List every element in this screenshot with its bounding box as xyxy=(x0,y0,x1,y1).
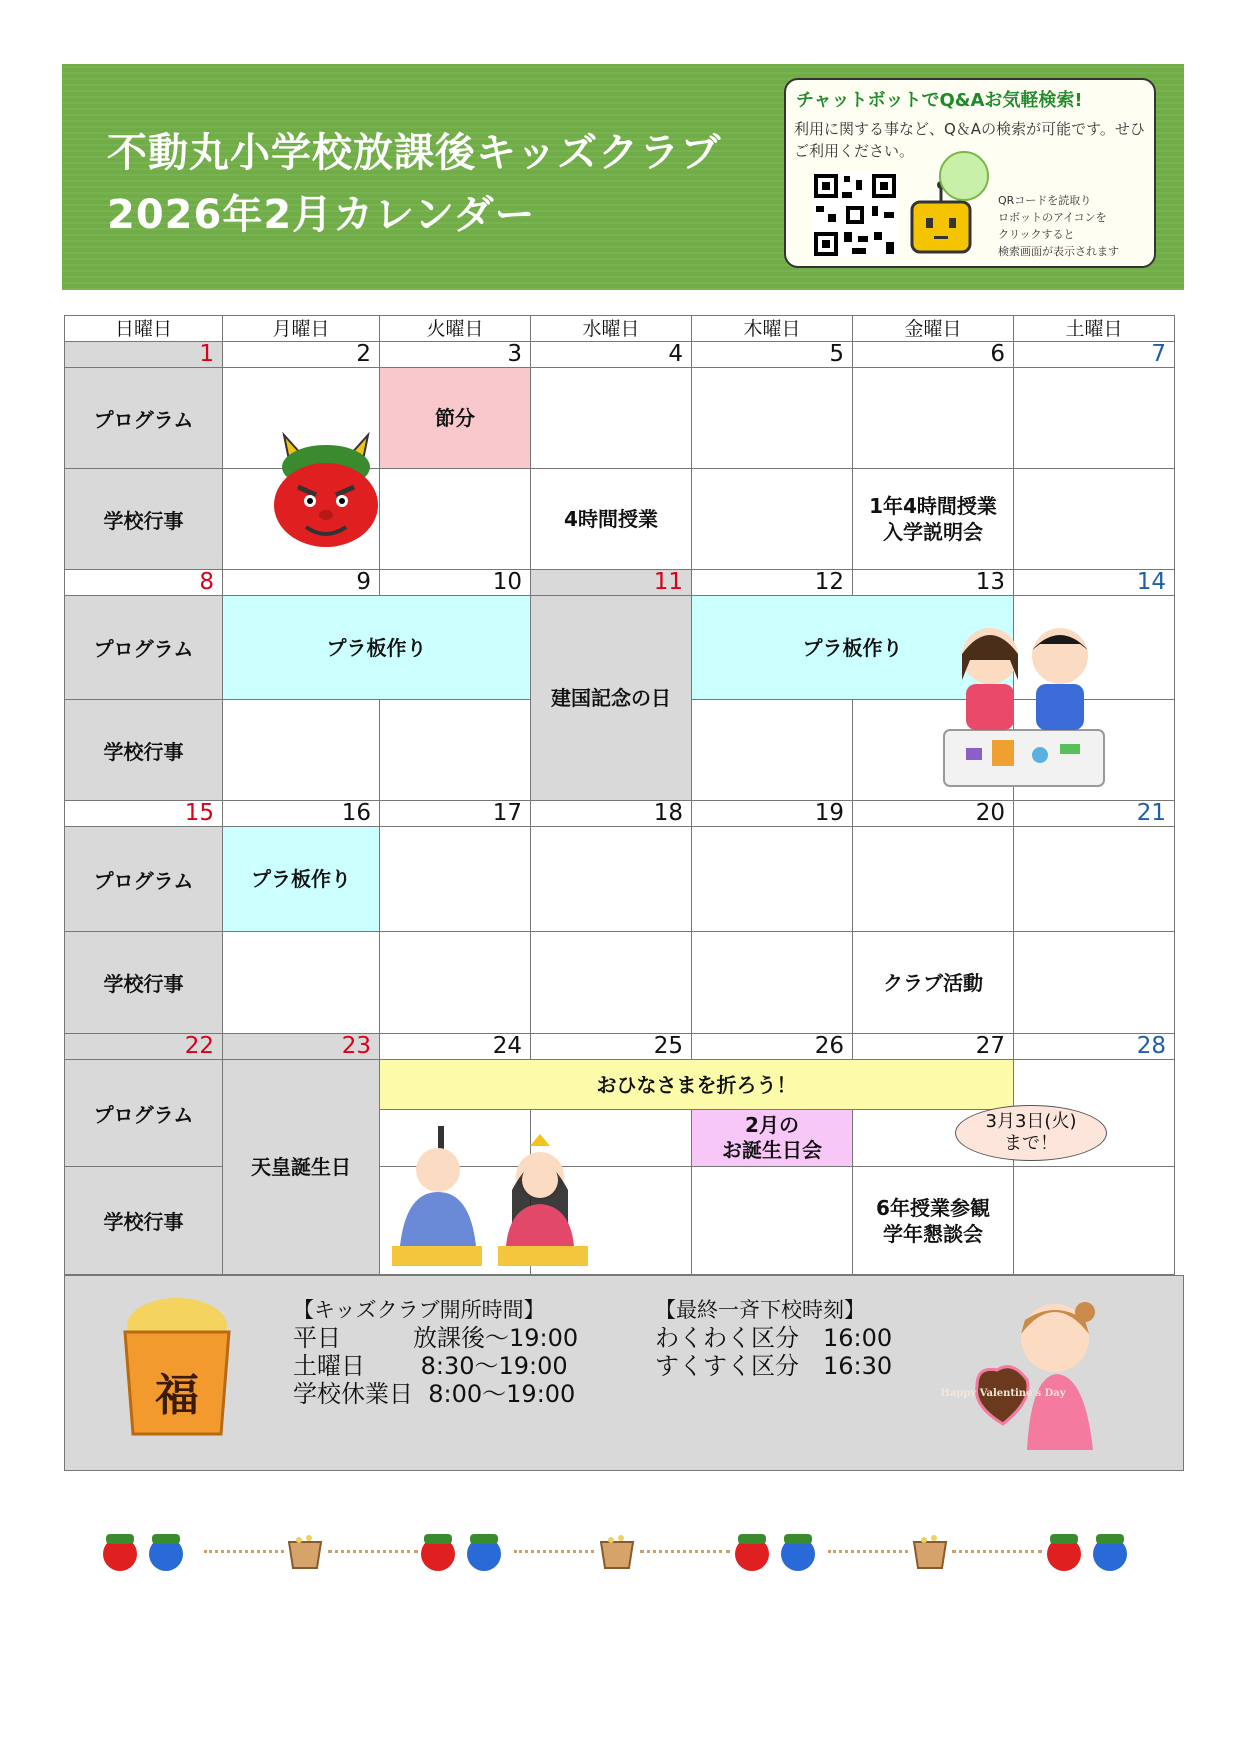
date-cell: 12 xyxy=(691,569,853,596)
hina-dolls-icon xyxy=(390,1120,590,1270)
row-label-school: 学校行事 xyxy=(64,699,223,801)
date-cell: 24 xyxy=(379,1033,531,1060)
row-label-program: プログラム xyxy=(64,1059,223,1167)
fuku-masu-icon xyxy=(117,1292,237,1442)
weekday-sun: 日曜日 xyxy=(64,315,223,342)
masu-icon xyxy=(910,1530,950,1570)
decorative-border xyxy=(100,1520,1140,1580)
qa-instruction-line: クリックすると xyxy=(998,228,1075,241)
footer-info xyxy=(64,1275,1184,1471)
date-cell: 6 xyxy=(852,341,1014,368)
click-qa-icon xyxy=(938,150,990,202)
row-label-school: 学校行事 xyxy=(64,931,223,1034)
hours-saturday: 土曜日 8:30～19:00 xyxy=(293,1352,568,1380)
oni-pair-icon xyxy=(100,1528,190,1576)
school-cell xyxy=(1013,931,1175,1034)
event-line: 学年懇談会 xyxy=(883,1221,983,1246)
fuku-character: 福 xyxy=(155,1370,199,1421)
qa-text: 利用に関する事など、Q＆Aの検索が可能です。せひご利用ください。 xyxy=(794,120,1145,160)
school-cell xyxy=(691,1166,853,1275)
date-cell: 16 xyxy=(222,800,380,827)
weekday-mon: 月曜日 xyxy=(222,315,380,342)
oni-pair-icon xyxy=(732,1528,822,1576)
date-cell: 2 xyxy=(222,341,380,368)
oni-pair-icon xyxy=(1044,1528,1134,1576)
row-label-program: プログラム xyxy=(64,595,223,700)
event-birthday-party xyxy=(691,1109,853,1167)
program-cell xyxy=(852,826,1014,932)
program-cell xyxy=(379,826,531,932)
hina-deadline-bubble xyxy=(955,1105,1107,1161)
date-cell: 5 xyxy=(691,341,853,368)
program-cell xyxy=(1013,367,1175,469)
school-cell xyxy=(379,468,531,570)
school-cell xyxy=(691,699,853,801)
dotted-line xyxy=(828,1550,908,1557)
event-line: 2月の xyxy=(745,1113,799,1137)
school-cell xyxy=(1013,1166,1175,1275)
school-cell xyxy=(691,468,853,570)
dotted-line xyxy=(640,1550,730,1557)
school-cell xyxy=(530,931,692,1034)
school-cell xyxy=(1013,468,1175,570)
date-cell: 17 xyxy=(379,800,531,827)
program-cell xyxy=(691,367,853,469)
dotted-line xyxy=(204,1550,284,1557)
row-label-school: 学校行事 xyxy=(64,1166,223,1275)
date-cell: 25 xyxy=(530,1033,692,1060)
qa-instructions xyxy=(998,192,1119,260)
weekday-wed: 水曜日 xyxy=(530,315,692,342)
event-line: 入学説明会 xyxy=(883,520,983,544)
row-label-program: プログラム xyxy=(64,367,223,469)
hours-title: 【キッズクラブ開所時間】 xyxy=(293,1298,545,1322)
bubble-line: まで！ xyxy=(1004,1133,1058,1154)
dotted-line xyxy=(952,1550,1042,1557)
hours-holiday: 学校休業日 8:00～19:00 xyxy=(293,1380,576,1408)
dismissal-sukusuku: すくすく区分 16:30 xyxy=(655,1352,893,1380)
event-setsubun: 節分 xyxy=(379,367,531,469)
school-cell xyxy=(691,931,853,1034)
date-cell: 3 xyxy=(379,341,531,368)
dotted-line xyxy=(514,1550,594,1557)
program-cell xyxy=(1013,826,1175,932)
red-oni-icon xyxy=(270,425,382,550)
qr-code-icon[interactable] xyxy=(812,172,898,258)
event-plaboard: プラ板作り xyxy=(222,595,531,700)
page-title xyxy=(107,122,721,246)
program-cell xyxy=(530,826,692,932)
masu-icon xyxy=(285,1530,325,1570)
date-cell: 7 xyxy=(1013,341,1175,368)
date-cell: 21 xyxy=(1013,800,1175,827)
oni-pair-icon xyxy=(418,1528,508,1576)
row-label-school: 学校行事 xyxy=(64,468,223,570)
valentine-text: Happy Valentine's Day xyxy=(940,1388,1066,1399)
date-cell: 14 xyxy=(1013,569,1175,596)
qa-heading: チャットボットでQ&Aお気軽検索! xyxy=(796,90,1083,111)
weekday-thu: 木曜日 xyxy=(691,315,853,342)
date-cell: 11 xyxy=(530,569,692,596)
qa-instruction-line: QRコードを読取り xyxy=(998,194,1092,207)
row-label-program: プログラム xyxy=(64,826,223,932)
title-line-2: 2026年2月カレンダー xyxy=(107,192,536,238)
date-cell: 13 xyxy=(852,569,1014,596)
header-banner xyxy=(62,64,1184,290)
date-cell: 18 xyxy=(530,800,692,827)
title-line-1: 不動丸小学校放課後キッズクラブ xyxy=(107,130,722,176)
event-plaboard: プラ板作り xyxy=(691,595,1014,700)
dismissal-wakuwaku: わくわく区分 16:00 xyxy=(655,1324,893,1352)
date-cell: 4 xyxy=(530,341,692,368)
event-line: お誕生日会 xyxy=(722,1138,822,1162)
event-line: 6年授業参観 xyxy=(876,1195,990,1220)
date-cell: 8 xyxy=(64,569,223,596)
date-cell: 23 xyxy=(222,1033,380,1060)
event-grade1-orientation xyxy=(852,468,1014,570)
kids-craft-icon xyxy=(940,620,1110,790)
event-plaboard: プラ板作り xyxy=(222,826,380,932)
weekday-sat: 土曜日 xyxy=(1013,315,1175,342)
bubble-line: 3月3日(火) xyxy=(985,1111,1077,1132)
school-cell xyxy=(379,931,531,1034)
event-grade6-observation xyxy=(852,1166,1014,1275)
event-emperors-birthday: 天皇誕生日 xyxy=(222,1059,380,1275)
program-cell xyxy=(691,826,853,932)
date-cell: 22 xyxy=(64,1033,223,1060)
qa-instruction-line: 検索画面が表示されます xyxy=(998,245,1119,258)
valentine-girl-icon xyxy=(940,1290,1107,1450)
event-club-activity: クラブ活動 xyxy=(852,931,1014,1034)
date-cell: 20 xyxy=(852,800,1014,827)
school-cell xyxy=(379,699,531,801)
event-hina-origami: おひなさまを折ろう！ xyxy=(379,1059,1014,1110)
date-cell: 1 xyxy=(64,341,223,368)
date-cell: 28 xyxy=(1013,1033,1175,1060)
weekday-tue: 火曜日 xyxy=(379,315,531,342)
date-cell: 10 xyxy=(379,569,531,596)
event-line: 1年4時間授業 xyxy=(869,494,997,518)
program-cell xyxy=(852,367,1014,469)
masu-icon xyxy=(597,1530,637,1570)
program-cell xyxy=(530,367,692,469)
school-cell xyxy=(222,931,380,1034)
date-cell: 26 xyxy=(691,1033,853,1060)
qa-instruction-line: ロボットのアイコンを xyxy=(998,211,1107,224)
hours-weekday: 平日 放課後～19:00 xyxy=(293,1324,579,1352)
event-national-foundation-day: 建国記念の日 xyxy=(530,595,692,801)
date-cell: 15 xyxy=(64,800,223,827)
dotted-line xyxy=(328,1550,418,1557)
chatbot-qa-box xyxy=(784,78,1156,268)
dismissal-title: 【最終一斉下校時刻】 xyxy=(655,1298,865,1322)
school-cell xyxy=(222,699,380,801)
event-four-period: 4時間授業 xyxy=(530,468,692,570)
date-cell: 9 xyxy=(222,569,380,596)
date-cell: 27 xyxy=(852,1033,1014,1060)
date-cell: 19 xyxy=(691,800,853,827)
weekday-fri: 金曜日 xyxy=(852,315,1014,342)
